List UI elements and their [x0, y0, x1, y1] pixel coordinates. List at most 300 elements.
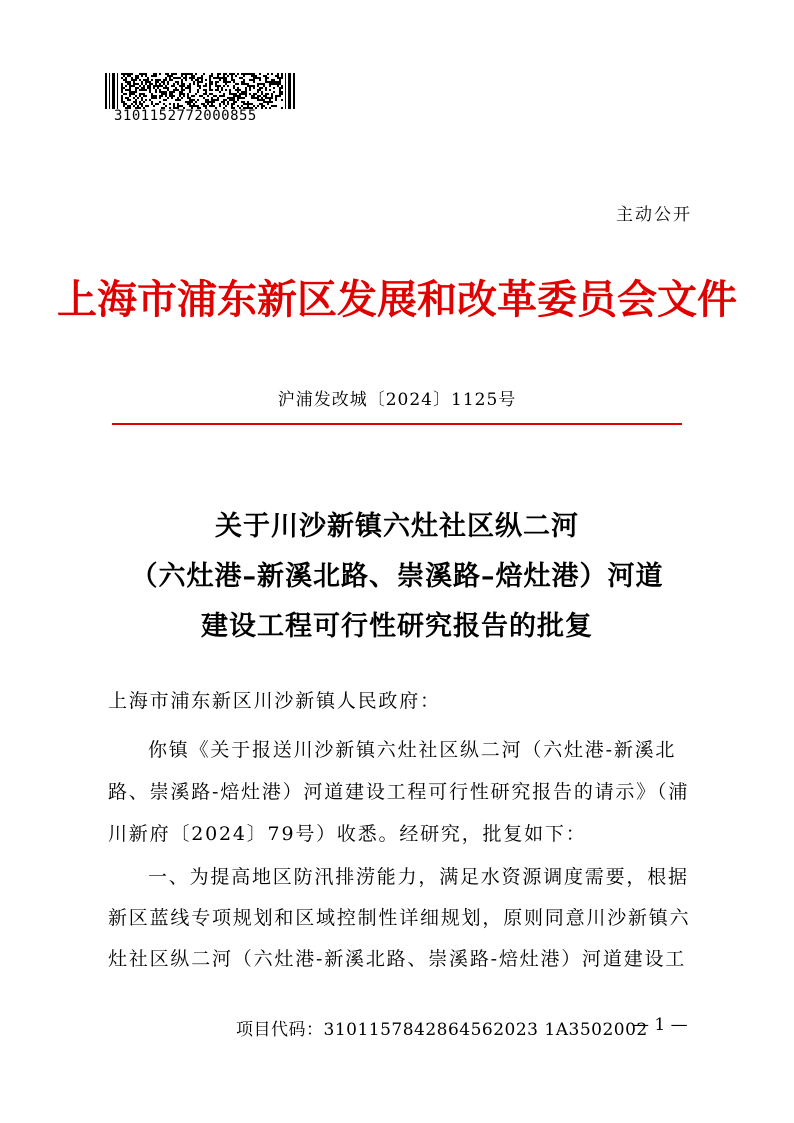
barcode-module — [155, 97, 157, 99]
barcode-module — [251, 97, 253, 99]
barcode-module — [125, 93, 127, 95]
barcode-module — [155, 95, 157, 97]
barcode-module — [145, 75, 147, 77]
barcode-module — [145, 95, 147, 97]
barcode-module — [257, 85, 259, 87]
barcode-module — [147, 79, 149, 81]
barcode-module — [225, 89, 227, 91]
barcode-module — [277, 75, 279, 77]
barcode-module — [187, 97, 189, 99]
barcode-module — [185, 73, 187, 75]
barcode-module — [189, 97, 191, 99]
barcode-module — [261, 87, 263, 89]
barcode-module — [243, 79, 245, 81]
barcode-module — [209, 89, 211, 91]
barcode-module — [121, 73, 123, 75]
barcode-module — [249, 87, 251, 89]
barcode-module — [161, 81, 163, 83]
barcode-module — [249, 103, 251, 105]
barcode-module — [137, 105, 139, 107]
barcode-module — [185, 79, 187, 81]
barcode-module — [157, 81, 159, 83]
barcode-module — [267, 103, 269, 105]
barcode-module — [275, 99, 277, 101]
barcode-module — [183, 93, 185, 95]
barcode-module — [165, 99, 167, 101]
barcode-module — [223, 79, 225, 81]
barcode-module — [181, 73, 183, 75]
barcode-module — [265, 87, 267, 89]
barcode-module — [125, 73, 127, 75]
barcode-module — [245, 95, 247, 97]
barcode-module — [207, 95, 209, 97]
barcode-module — [219, 105, 221, 107]
barcode-module — [209, 85, 211, 87]
barcode-module — [219, 103, 221, 105]
barcode-module — [263, 83, 265, 85]
barcode-module — [197, 81, 199, 83]
barcode-module — [243, 103, 245, 105]
barcode-module — [161, 95, 163, 97]
barcode-module — [231, 97, 233, 99]
barcode-module — [279, 77, 281, 79]
barcode-bar — [112, 73, 115, 109]
barcode-module — [151, 97, 153, 99]
barcode-module — [173, 83, 175, 85]
barcode-module — [251, 95, 253, 97]
barcode-module — [263, 95, 265, 97]
barcode-module — [129, 87, 131, 89]
barcode-module — [171, 97, 173, 99]
barcode-module — [145, 83, 147, 85]
barcode-module — [155, 85, 157, 87]
barcode-module — [259, 77, 261, 79]
barcode-module — [233, 101, 235, 103]
barcode-module — [147, 85, 149, 87]
document-title-line-1: 关于川沙新镇六灶社区纵二河 — [215, 511, 579, 542]
barcode-module — [187, 103, 189, 105]
barcode-module — [197, 99, 199, 101]
barcode-bar — [293, 73, 295, 109]
barcode-module — [169, 91, 171, 93]
barcode-module — [129, 105, 131, 107]
barcode-module — [209, 87, 211, 89]
barcode-module — [243, 73, 245, 75]
barcode-module — [121, 85, 123, 87]
page-number: — 1 — — [632, 1015, 688, 1035]
barcode-module — [217, 99, 219, 101]
barcode-module — [121, 97, 123, 99]
project-code: 项目代码：3101157842864562023 1A3502002 — [236, 1020, 648, 1040]
barcode-module — [197, 77, 199, 79]
barcode-module — [249, 93, 251, 95]
barcode-module — [185, 77, 187, 79]
barcode-module — [177, 81, 179, 83]
barcode-module — [211, 105, 213, 107]
barcode-module — [245, 73, 247, 75]
barcode-module — [277, 77, 279, 79]
barcode-module — [269, 107, 271, 109]
barcode-module — [145, 105, 147, 107]
barcode-module — [259, 83, 261, 85]
barcode-module — [193, 83, 195, 85]
barcode-module — [235, 101, 237, 103]
barcode-module — [171, 93, 173, 95]
barcode-module — [221, 101, 223, 103]
barcode-module — [255, 97, 257, 99]
barcode-module — [269, 99, 271, 101]
barcode-bar — [285, 73, 286, 109]
barcode-module — [271, 97, 273, 99]
barcode-module — [135, 91, 137, 93]
barcode-module — [181, 93, 183, 95]
barcode-module — [135, 95, 137, 97]
barcode-module — [175, 77, 177, 79]
barcode-module — [221, 95, 223, 97]
barcode-module — [259, 87, 261, 89]
barcode-module — [255, 77, 257, 79]
barcode-module — [215, 83, 217, 85]
barcode-module — [219, 85, 221, 87]
barcode-module — [223, 81, 225, 83]
barcode-module — [149, 87, 151, 89]
barcode-module — [265, 107, 267, 109]
barcode-module — [165, 85, 167, 87]
barcode-module — [241, 83, 243, 85]
barcode-module — [129, 91, 131, 93]
barcode-module — [257, 99, 259, 101]
barcode-module — [229, 97, 231, 99]
barcode-module — [241, 97, 243, 99]
barcode-module — [159, 91, 161, 93]
barcode-module — [179, 93, 181, 95]
barcode-module — [203, 73, 205, 75]
barcode-module — [281, 91, 283, 93]
barcode-module — [165, 105, 167, 107]
barcode-module — [121, 101, 123, 103]
barcode-module — [175, 99, 177, 101]
barcode-module — [139, 85, 141, 87]
barcode-module — [167, 75, 169, 77]
barcode-module — [257, 95, 259, 97]
barcode-module — [245, 103, 247, 105]
barcode-module — [209, 77, 211, 79]
barcode-module — [131, 79, 133, 81]
barcode-module — [269, 81, 271, 83]
barcode-module — [279, 95, 281, 97]
barcode-module — [193, 77, 195, 79]
barcode-module — [219, 77, 221, 79]
barcode-module — [281, 87, 283, 89]
barcode-module — [199, 85, 201, 87]
barcode-module — [181, 79, 183, 81]
barcode-module — [265, 75, 267, 77]
barcode-module — [225, 99, 227, 101]
barcode-module — [273, 91, 275, 93]
barcode-module — [231, 75, 233, 77]
barcode-module — [175, 87, 177, 89]
barcode-module — [167, 83, 169, 85]
barcode-module — [157, 103, 159, 105]
barcode-module — [193, 95, 195, 97]
barcode-module — [267, 81, 269, 83]
barcode-module — [169, 103, 171, 105]
barcode-module — [273, 81, 275, 83]
barcode-module — [159, 85, 161, 87]
barcode-module — [183, 83, 185, 85]
barcode-module — [189, 73, 191, 75]
barcode-module — [135, 83, 137, 85]
barcode-module — [133, 83, 135, 85]
barcode-module — [263, 101, 265, 103]
barcode-module — [225, 81, 227, 83]
barcode-module — [161, 93, 163, 95]
barcode-module — [277, 73, 279, 75]
barcode-image — [105, 73, 295, 109]
barcode-module — [159, 101, 161, 103]
barcode-module — [121, 99, 123, 101]
barcode-module — [253, 75, 255, 77]
barcode-module — [169, 77, 171, 79]
barcode-module — [223, 77, 225, 79]
barcode-module — [155, 89, 157, 91]
barcode-module — [235, 75, 237, 77]
barcode-module — [167, 97, 169, 99]
barcode-module — [253, 81, 255, 83]
barcode-module — [217, 77, 219, 79]
barcode-module — [269, 97, 271, 99]
barcode-module — [265, 81, 267, 83]
barcode-module — [183, 73, 185, 75]
barcode-module — [127, 75, 129, 77]
barcode-module — [231, 105, 233, 107]
barcode-module — [143, 87, 145, 89]
barcode-module — [187, 95, 189, 97]
barcode-module — [123, 73, 125, 75]
barcode-module — [143, 101, 145, 103]
barcode-module — [153, 87, 155, 89]
barcode-module — [155, 103, 157, 105]
barcode-module — [171, 85, 173, 87]
barcode-module — [275, 83, 277, 85]
barcode-module — [189, 85, 191, 87]
barcode-module — [149, 99, 151, 101]
barcode-module — [211, 73, 213, 75]
document-title-line-2: （六灶港–新溪北路、崇溪路–焙灶港）河道 — [130, 561, 664, 592]
barcode-module — [163, 93, 165, 95]
barcode-module — [227, 81, 229, 83]
barcode-module — [189, 83, 191, 85]
barcode-module — [211, 89, 213, 91]
barcode-module — [279, 91, 281, 93]
barcode-module — [165, 79, 167, 81]
barcode-module — [133, 101, 135, 103]
barcode-module — [151, 79, 153, 81]
barcode-module — [241, 73, 243, 75]
barcode-module — [205, 89, 207, 91]
barcode-module — [131, 77, 133, 79]
barcode-module — [197, 83, 199, 85]
barcode-module — [173, 89, 175, 91]
barcode-module — [163, 83, 165, 85]
barcode-module — [229, 99, 231, 101]
barcode-module — [149, 85, 151, 87]
barcode-module — [259, 79, 261, 81]
barcode-module — [205, 99, 207, 101]
barcode-module — [171, 95, 173, 97]
barcode-module — [271, 83, 273, 85]
barcode-module — [211, 99, 213, 101]
barcode-module — [149, 81, 151, 83]
barcode-module — [259, 103, 261, 105]
barcode-module — [243, 75, 245, 77]
barcode-module — [121, 95, 123, 97]
barcode-module — [227, 103, 229, 105]
barcode-module — [271, 105, 273, 107]
barcode-module — [191, 101, 193, 103]
barcode-module — [223, 95, 225, 97]
barcode-module — [183, 85, 185, 87]
barcode-module — [241, 81, 243, 83]
barcode-module — [281, 93, 283, 95]
barcode-module — [205, 101, 207, 103]
barcode-module — [127, 83, 129, 85]
paragraph-1-line-1: 你镇《关于报送川沙新镇六灶社区纵二河（六灶港-新溪北 — [148, 739, 677, 761]
barcode-module — [203, 97, 205, 99]
barcode-module — [231, 103, 233, 105]
barcode-module — [185, 75, 187, 77]
barcode-module — [193, 99, 195, 101]
barcode-module — [137, 97, 139, 99]
barcode-module — [211, 93, 213, 95]
barcode-module — [159, 73, 161, 75]
barcode-module — [141, 87, 143, 89]
barcode-module — [237, 87, 239, 89]
barcode-module — [211, 75, 213, 77]
barcode-module — [123, 93, 125, 95]
barcode-module — [265, 93, 267, 95]
barcode-module — [181, 97, 183, 99]
barcode-module — [281, 99, 283, 101]
barcode-module — [199, 77, 201, 79]
barcode-module — [189, 77, 191, 79]
barcode-module — [273, 87, 275, 89]
barcode-module — [201, 81, 203, 83]
barcode-module — [201, 75, 203, 77]
barcode-module — [129, 73, 131, 75]
barcode-bar — [109, 73, 110, 109]
barcode-module — [209, 105, 211, 107]
addressee: 上海市浦东新区川沙新镇人民政府： — [108, 690, 441, 712]
barcode-module — [193, 103, 195, 105]
barcode-module — [263, 105, 265, 107]
barcode-module — [281, 73, 283, 75]
barcode-module — [145, 89, 147, 91]
barcode-module — [233, 79, 235, 81]
barcode-module — [225, 79, 227, 81]
barcode-module — [199, 87, 201, 89]
barcode-module — [135, 87, 137, 89]
barcode-module — [223, 73, 225, 75]
barcode-module — [123, 103, 125, 105]
barcode-module — [249, 85, 251, 87]
barcode-module — [243, 81, 245, 83]
barcode-module — [143, 89, 145, 91]
barcode-module — [271, 81, 273, 83]
barcode-module — [269, 85, 271, 87]
barcode-module — [217, 85, 219, 87]
barcode-module — [203, 85, 205, 87]
barcode-module — [141, 105, 143, 107]
barcode-module — [169, 75, 171, 77]
barcode-module — [129, 93, 131, 95]
barcode-module — [163, 87, 165, 89]
barcode-module — [211, 83, 213, 85]
barcode-module — [187, 73, 189, 75]
barcode-module — [135, 101, 137, 103]
barcode-module — [137, 83, 139, 85]
barcode-module — [133, 105, 135, 107]
document-number: 沪浦发改城〔2024〕1125号 — [277, 390, 517, 410]
barcode-module — [261, 83, 263, 85]
barcode-module — [141, 97, 143, 99]
barcode-module — [141, 81, 143, 83]
barcode-module — [255, 75, 257, 77]
barcode-module — [257, 97, 259, 99]
barcode-module — [203, 103, 205, 105]
barcode-module — [227, 85, 229, 87]
barcode-module — [229, 81, 231, 83]
barcode-module — [217, 97, 219, 99]
barcode-module — [275, 97, 277, 99]
barcode-module — [141, 93, 143, 95]
barcode-module — [133, 93, 135, 95]
barcode-module — [153, 105, 155, 107]
barcode-module — [243, 93, 245, 95]
barcode-module — [187, 87, 189, 89]
barcode-module — [261, 105, 263, 107]
barcode-module — [239, 77, 241, 79]
barcode-module — [213, 101, 215, 103]
barcode-module — [177, 103, 179, 105]
barcode-module — [237, 89, 239, 91]
barcode-module — [259, 89, 261, 91]
barcode-module — [261, 107, 263, 109]
barcode-module — [125, 81, 127, 83]
barcode-module — [247, 73, 249, 75]
barcode-module — [271, 79, 273, 81]
barcode-module — [197, 85, 199, 87]
barcode-module — [167, 81, 169, 83]
barcode-module — [253, 105, 255, 107]
barcode-module — [143, 73, 145, 75]
barcode-module — [277, 95, 279, 97]
barcode-number: 3101152772000855 — [114, 108, 257, 124]
barcode-module — [177, 89, 179, 91]
barcode-module — [233, 99, 235, 101]
barcode-module — [135, 77, 137, 79]
barcode-module — [163, 81, 165, 83]
barcode-module — [281, 75, 283, 77]
barcode-module — [247, 105, 249, 107]
barcode-module — [191, 105, 193, 107]
barcode-module — [141, 75, 143, 77]
barcode-module — [181, 83, 183, 85]
barcode-module — [181, 81, 183, 83]
barcode-module — [155, 91, 157, 93]
barcode-module — [145, 81, 147, 83]
barcode-module — [261, 97, 263, 99]
